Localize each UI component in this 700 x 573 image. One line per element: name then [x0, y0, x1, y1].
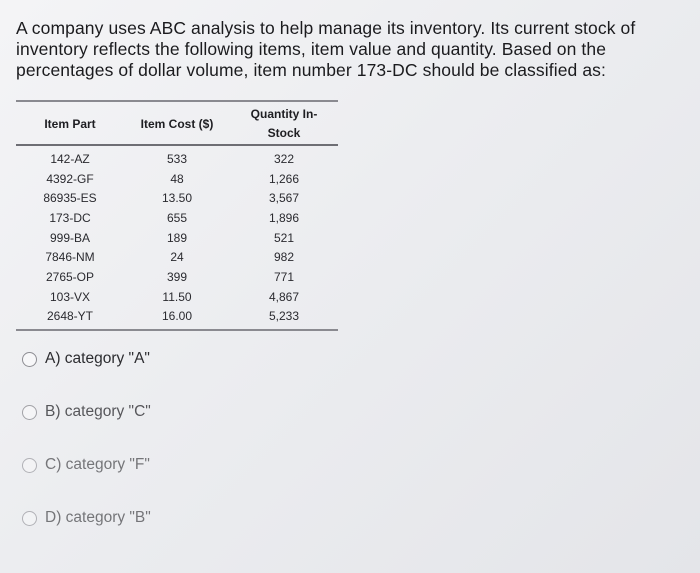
cell-quantity: 1,266	[268, 171, 300, 186]
cell-quantity: 322	[273, 151, 295, 166]
cell-item-part: 142-AZ	[50, 151, 90, 166]
cell-quantity: 1,896	[268, 210, 300, 225]
table-row	[16, 287, 338, 307]
cell-quantity: 771	[273, 269, 295, 284]
cell-item-part: 173-DC	[49, 210, 91, 225]
radio-button-icon[interactable]	[22, 352, 37, 367]
cell-quantity: 982	[273, 250, 295, 265]
header-item-cost: Item Cost ($)	[140, 117, 214, 131]
option-b[interactable]	[22, 399, 151, 425]
table-top-rule	[16, 100, 338, 102]
cell-item-cost: 189	[166, 230, 188, 245]
option-b-label: B) category "C"	[45, 403, 151, 420]
cell-quantity: 521	[273, 230, 295, 245]
cell-item-cost: 13.50	[161, 191, 193, 206]
cell-item-part: 86935-ES	[43, 191, 97, 206]
header-quantity: Quantity In-Stock	[250, 107, 318, 140]
cell-item-cost: 11.50	[162, 289, 192, 304]
cell-quantity: 3,567	[268, 191, 300, 206]
cell-quantity: 4,867	[268, 289, 300, 304]
answer-options	[22, 346, 151, 558]
table-row	[16, 247, 338, 267]
option-a-label: A) category "A"	[45, 350, 150, 367]
cell-item-cost: 655	[166, 210, 188, 225]
inventory-table	[16, 100, 338, 331]
cell-item-cost: 24	[170, 250, 184, 265]
cell-item-part: 999-BA	[49, 230, 91, 245]
table-row	[16, 307, 338, 327]
cell-item-part: 103-VX	[49, 289, 91, 304]
cell-item-cost: 48	[170, 171, 184, 186]
table-header-rule	[16, 144, 338, 146]
table-bottom-rule	[16, 329, 338, 331]
option-d-label: D) category "B"	[45, 509, 151, 526]
table-row	[16, 208, 338, 228]
table-header-row	[16, 105, 338, 143]
table-row	[16, 149, 338, 169]
cell-item-part: 7846-NM	[45, 250, 95, 265]
option-c[interactable]	[22, 452, 151, 478]
table-row	[16, 169, 338, 189]
radio-button-icon[interactable]	[22, 458, 37, 473]
radio-button-icon[interactable]	[22, 405, 37, 420]
table-row	[16, 267, 338, 287]
radio-button-icon[interactable]	[22, 511, 37, 526]
table-row	[16, 228, 338, 248]
cell-quantity: 5,233	[268, 309, 300, 324]
cell-item-part: 2648-YT	[46, 309, 94, 324]
table-row	[16, 188, 338, 208]
cell-item-part: 4392-GF	[46, 171, 94, 186]
cell-item-cost: 533	[166, 151, 188, 166]
header-item-part: Item Part	[44, 117, 96, 131]
option-c-label: C) category "F"	[45, 456, 150, 473]
option-a[interactable]	[22, 346, 151, 372]
option-d[interactable]	[22, 505, 151, 531]
cell-item-cost: 16.00	[161, 309, 193, 324]
cell-item-cost: 399	[166, 269, 188, 284]
cell-item-part: 2765-OP	[45, 269, 95, 284]
question-text: A company uses ABC analysis to help manage its inventory. Its current stock of inventory reflects the following items, item value and quantity. Based on the percentages of dollar volume, item number 173-DC should be classified as:	[16, 18, 636, 80]
